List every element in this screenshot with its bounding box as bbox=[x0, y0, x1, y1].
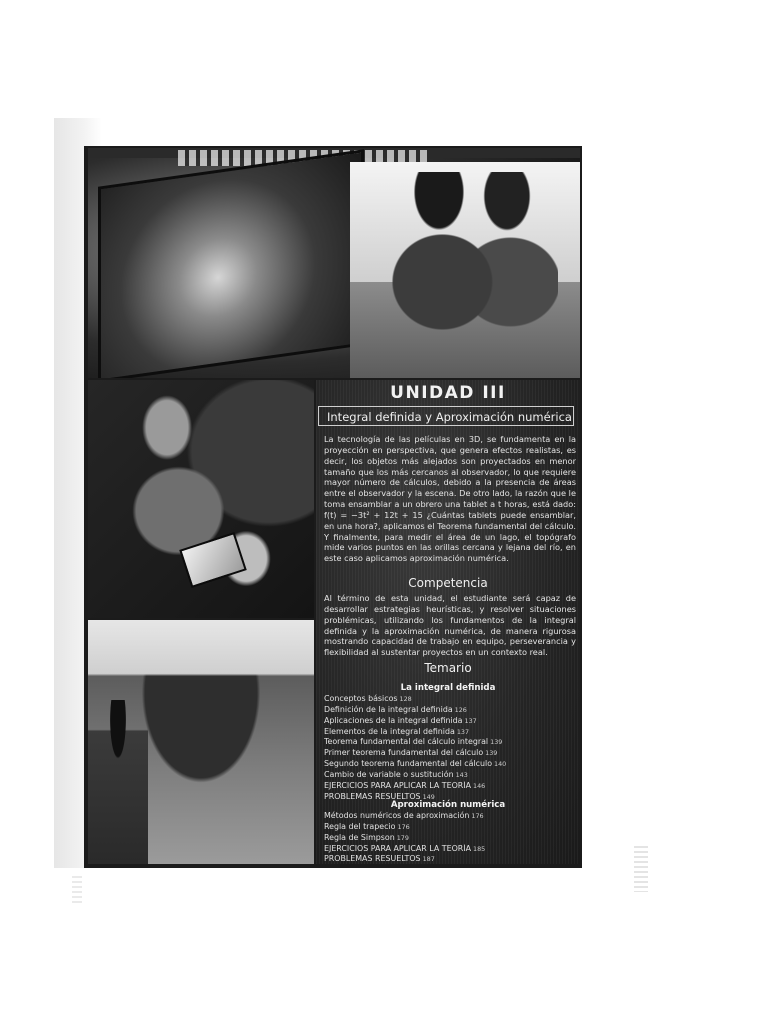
toc-item-label: EJERCICIOS PARA APLICAR LA TEORÍA bbox=[324, 843, 471, 853]
toc-item-page: 137 bbox=[456, 727, 470, 736]
toc-item bbox=[324, 781, 576, 792]
toc-item-page: 149 bbox=[422, 792, 435, 801]
temario-group-title: Aproximación numérica bbox=[390, 800, 506, 810]
toc-item-page: 143 bbox=[455, 770, 468, 779]
photo-surveyor bbox=[88, 700, 148, 864]
toc-item-label: Métodos numéricos de aproximación bbox=[324, 811, 470, 820]
toc-item-page: 179 bbox=[396, 833, 409, 842]
photo-tablet bbox=[179, 532, 247, 588]
toc-item bbox=[324, 811, 576, 822]
toc-item-page: 128 bbox=[399, 695, 412, 703]
toc-item bbox=[324, 854, 576, 865]
toc-item-page: 176 bbox=[471, 812, 484, 820]
toc-item bbox=[324, 737, 576, 748]
page-edge-right bbox=[634, 846, 648, 892]
toc-item-page: 126 bbox=[454, 705, 467, 714]
temario-heading: Temario bbox=[424, 661, 472, 675]
toc-item-label: Segundo teorema fundamental del cálculo bbox=[324, 759, 493, 769]
toc-item-page: 137 bbox=[464, 716, 477, 725]
temario-list-aproximacion bbox=[324, 811, 576, 865]
toc-item-label: PROBLEMAS RESUELTOS bbox=[324, 791, 421, 801]
toc-item bbox=[324, 844, 576, 855]
toc-item-label: Definición de la integral definida bbox=[324, 704, 453, 714]
toc-item bbox=[324, 716, 576, 727]
unit-subtitle: Integral definida y Aproximación numérica bbox=[318, 406, 574, 426]
toc-item bbox=[324, 759, 576, 770]
toc-item-label: PROBLEMAS RESUELTOS bbox=[324, 854, 421, 864]
toc-item-label: Aplicaciones de la integral definida bbox=[324, 715, 463, 725]
toc-item-label: Regla del trapecio bbox=[324, 821, 396, 831]
toc-item-page: 187 bbox=[422, 855, 435, 864]
toc-item bbox=[324, 770, 576, 781]
toc-item-page: 146 bbox=[473, 781, 486, 790]
toc-item bbox=[324, 727, 576, 738]
photo-3d-screen-visitors bbox=[88, 148, 580, 378]
toc-item-label: Conceptos básicos bbox=[324, 694, 398, 703]
photo-surveyor-landscape bbox=[88, 620, 314, 864]
toc-item-label: Cambio de variable o sustitución bbox=[324, 769, 454, 779]
photo-screen bbox=[98, 149, 364, 378]
temario-group-title: La integral definida bbox=[400, 683, 496, 693]
photo-people bbox=[388, 172, 558, 372]
toc-item-label: Elementos de la integral definida bbox=[324, 726, 455, 736]
toc-item-page: 139 bbox=[485, 749, 498, 758]
toc-item bbox=[324, 748, 576, 759]
toc-item-label: Teorema fundamental del cálculo integral bbox=[324, 737, 489, 747]
toc-item-label: EJERCICIOS PARA APLICAR LA TEORÍA bbox=[324, 780, 471, 790]
toc-item bbox=[324, 822, 576, 833]
toc-item-page: 139 bbox=[490, 738, 503, 747]
unit-title: UNIDAD III bbox=[390, 383, 506, 403]
intro-paragraph: La tecnología de las películas en 3D, se fundamenta en la proyección en perspectiva, que genera efectos realistas, es decir, los objetos más alejados son proyectados en menor tamaño que los más cercanos al observador, lo que requiere mayor número de cálculos, debido a la presencia de áreas entre el observador y la escena. De otro lado, la razón que le toma ensamblar a un obrero una tablet a t horas, está dado: f(t) = −3t² + 12t + 15 ¿Cuántas tablets puede ensamblar, en una hora?, aplicamos el Teorema fundamental del cálculo. Y finalmente, para medir el área de un lago, el topógrafo mide varios puntos en las orillas cercana y lejana del río, en este caso aplicamos aproximación numérica. bbox=[324, 434, 576, 564]
toc-item-label: Regla de Simpson bbox=[324, 832, 395, 842]
toc-item-page: 176 bbox=[397, 822, 410, 831]
toc-item-label: Primer teorema fundamental del cálculo bbox=[324, 748, 484, 758]
competencia-paragraph: Al término de esta unidad, el estudiante será capaz de desarrollar estrategias heurísticas, y resolver situaciones problémicas, utilizando los fundamentos de la integral definida y la aproximación numérica, de manera rigurosa mostrando capacidad de trabajo en equipo, perseverancia y flexibilidad al sustentar proyectos en un contexto real. bbox=[324, 593, 576, 658]
page-edge-left bbox=[72, 876, 82, 906]
photo-worker-tablet bbox=[88, 380, 314, 618]
toc-item-page: 185 bbox=[473, 844, 486, 853]
toc-item bbox=[324, 694, 576, 705]
competencia-heading: Competencia bbox=[408, 576, 488, 590]
toc-item-page: 140 bbox=[494, 760, 507, 769]
temario-list-integral bbox=[324, 694, 576, 802]
unit-content-panel bbox=[316, 380, 580, 864]
toc-item bbox=[324, 833, 576, 844]
toc-item bbox=[324, 705, 576, 716]
